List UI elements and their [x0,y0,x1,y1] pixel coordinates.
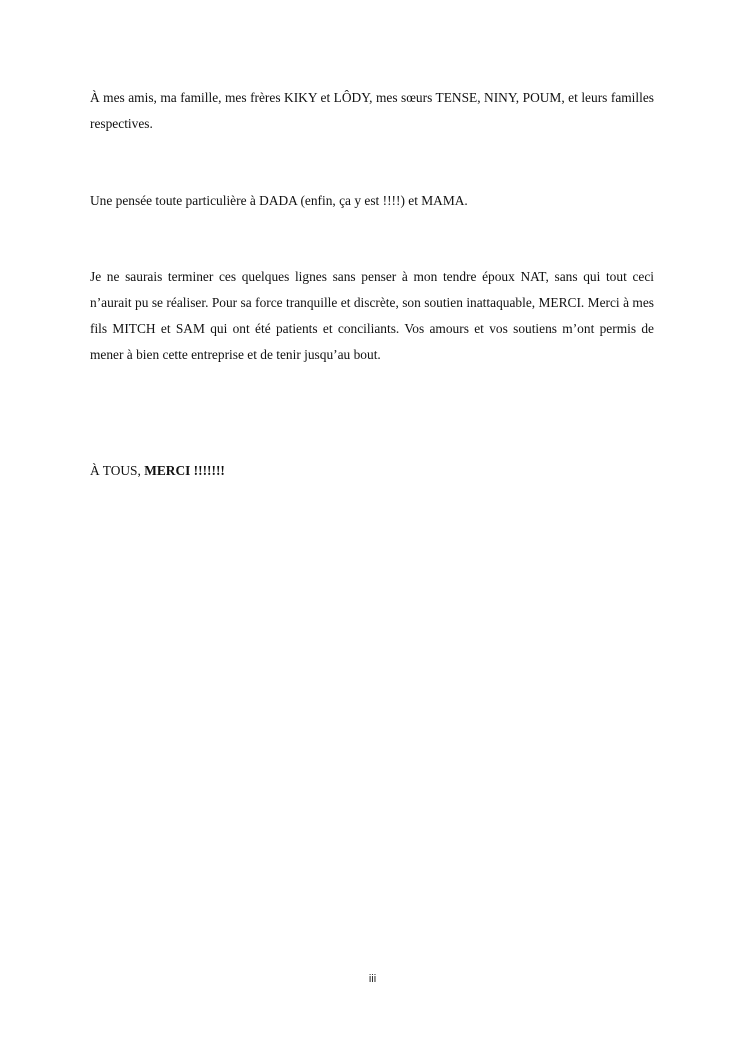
closing-prefix: À TOUS, [90,463,145,478]
page-number: iii [368,973,377,985]
paragraph-friends-family: À mes amis, ma famille, mes frères KIKY et LÔDY, mes sœurs TENSE, NINY, POUM, et leurs familles respectives. [90,90,654,131]
paragraph-husband-sons: Je ne saurais terminer ces quelques lignes sans penser à mon tendre époux NAT, sans qui tout ceci n’aurait pu se réaliser. Pour sa force tranquille et discrète, son soutien inattaquable, MERCI. Merci à mes fils MITCH et SAM qui ont été patients et conciliants. Vos amours et vos soutiens m’ont permis de mener à bien cette entreprise et de tenir jusqu’au bout. [90,269,654,362]
closing-thanks: MERCI !!!!!!! [144,463,225,478]
paragraph-closing [90,458,654,484]
paragraph-special-thought: Une pensée toute particulière à DADA (enfin, ça y est !!!!) et MAMA. [90,193,468,208]
